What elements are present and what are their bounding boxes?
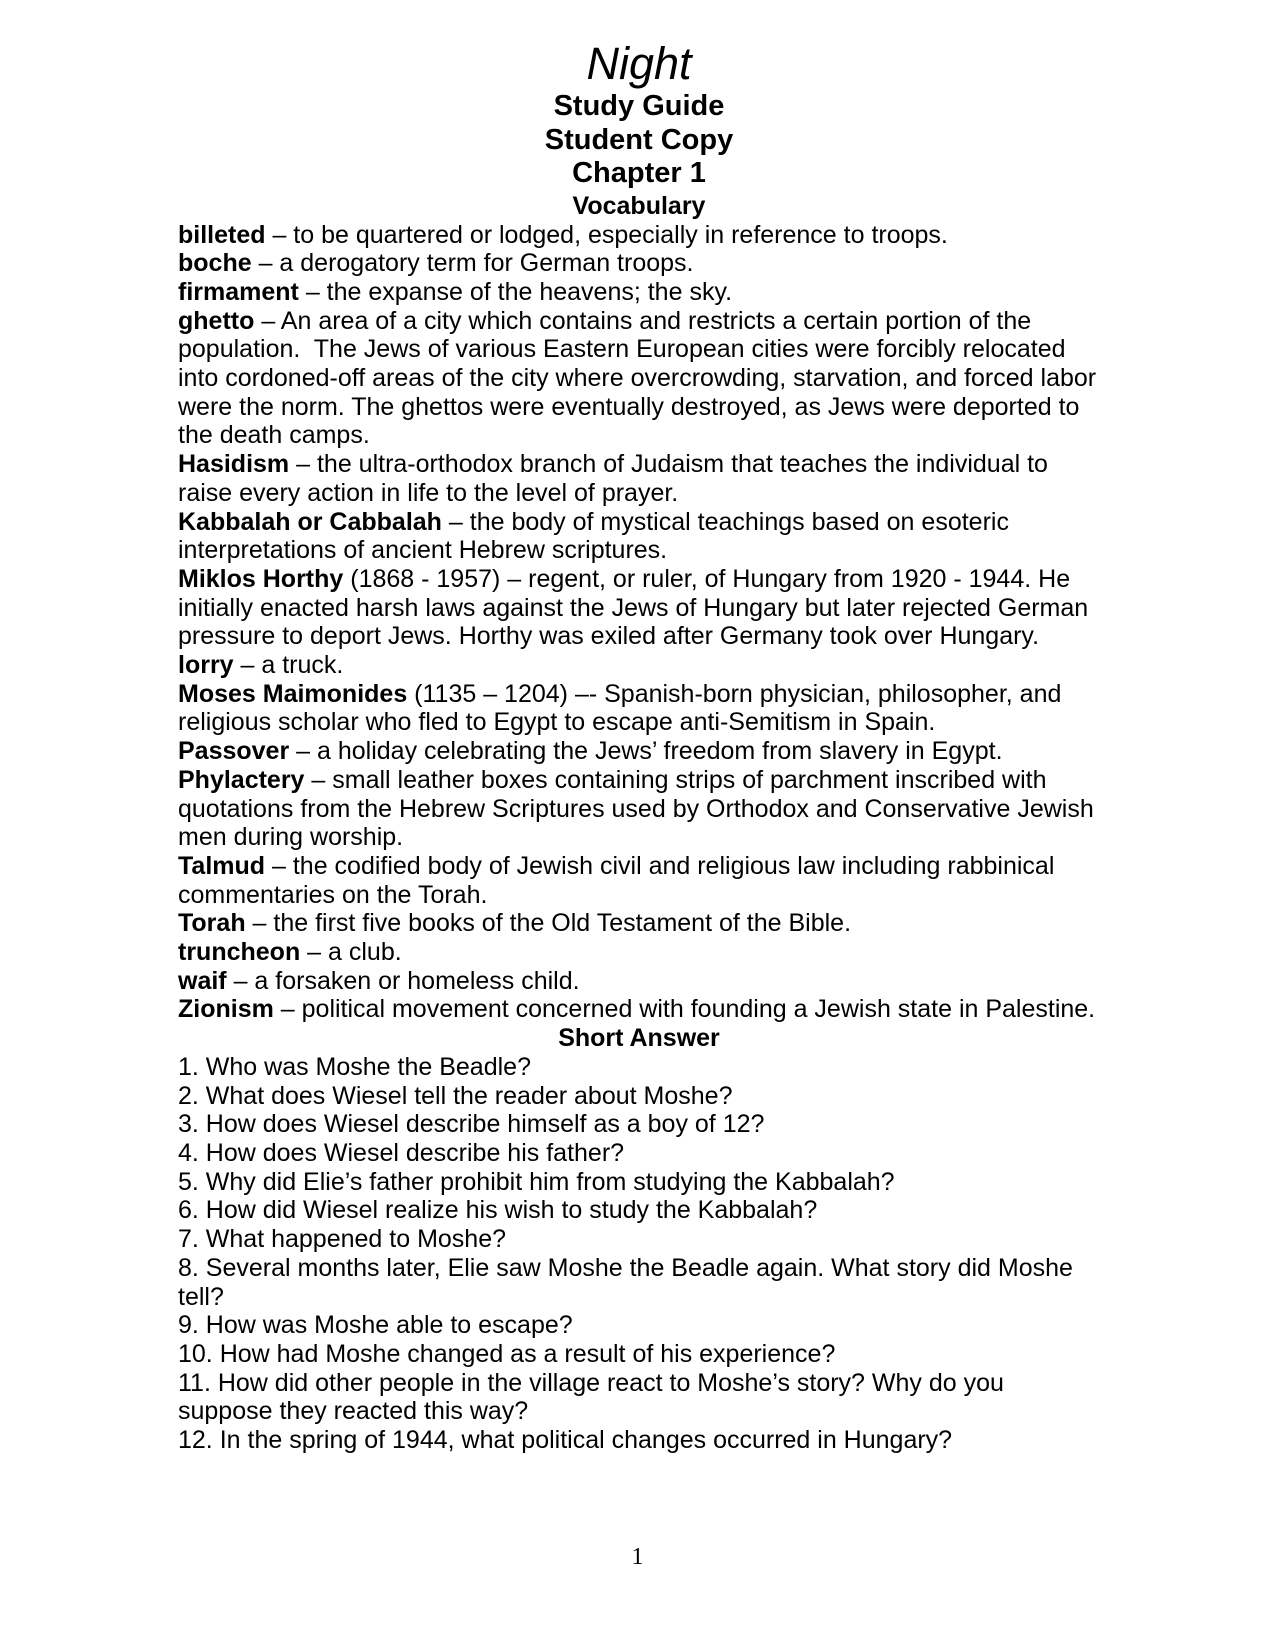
vocabulary-heading: Vocabulary (572, 191, 706, 220)
vocabulary-list (178, 220, 1104, 1025)
vocabulary-section (178, 220, 1104, 1455)
vocab-definition: – a forsaken or homeless child. (226, 966, 580, 995)
page-number: 1 (631, 1544, 644, 1570)
question-item: 10. How had Moshe changed as a result of his experience? (178, 1339, 836, 1368)
vocab-term: lorry (178, 651, 234, 680)
vocab-term: Kabbalah or Cabbalah (178, 507, 442, 536)
vocab-entry (178, 306, 1104, 451)
vocab-term: Torah (178, 909, 246, 938)
vocab-entry (178, 278, 1100, 307)
vocab-term: firmament (178, 277, 299, 306)
vocab-entry (178, 680, 1100, 737)
vocab-term: Passover (178, 737, 290, 766)
vocab-definition: – the expanse of the heavens; the sky. (298, 277, 733, 306)
question-item: 7. What happened to Moshe? (178, 1225, 507, 1254)
vocab-definition: (1135 – 1204) –- Spanish-born physician, philosopher, and religious scholar who fled to Egypt to escape anti-Semitism in Spain. (178, 679, 1069, 737)
short-answer-list (178, 1053, 1100, 1455)
subtitle-study-guide: Study Guide (553, 90, 725, 122)
title-block (178, 38, 1100, 221)
vocab-entry (178, 909, 1100, 938)
question-item: 11. How did other people in the village react to Moshe’s story? Why do you suppose they reacted this way? (178, 1368, 1011, 1426)
question-item: 6. How did Wiesel realize his wish to study the Kabbalah? (178, 1196, 818, 1225)
vocab-definition: – a derogatory term for German troops. (251, 249, 694, 278)
question-item: 5. Why did Elie’s father prohibit him from studying the Kabbalah? (178, 1167, 895, 1196)
page-content (178, 38, 1104, 1455)
vocab-term: billeted (178, 220, 266, 249)
vocab-definition: – small leather boxes containing strips of parchment inscribed with quotations from the Hebrew Scriptures used by Orthodox and Conservative Jewish men during worship. (178, 765, 1101, 852)
question-item: 1. Who was Moshe the Beadle? (178, 1052, 531, 1081)
vocab-entry (178, 737, 1100, 766)
short-answer-heading: Short Answer (558, 1024, 720, 1053)
vocab-definition: (1868 - 1957) – regent, or ruler, of Hungary from 1920 - 1944. He initially enacted harsh laws against the Jews of Hungary but later rejected German pressure to deport Jews. Horthy was exiled after Germany took over Hungary. (178, 564, 1096, 651)
vocab-entry (178, 938, 1100, 967)
vocab-term: truncheon (178, 938, 301, 967)
vocab-entry (178, 249, 1100, 278)
question-item: 9. How was Moshe able to escape? (178, 1311, 573, 1340)
vocab-entry (178, 766, 1100, 852)
vocab-entry (178, 450, 1100, 507)
vocab-term: waif (178, 966, 227, 995)
question-item: 3. How does Wiesel describe himself as a boy of 12? (178, 1110, 765, 1139)
chapter-heading: Chapter 1 (572, 157, 706, 189)
question-item: 8. Several months later, Elie saw Moshe the Beadle again. What story did Moshe tell? (178, 1253, 1080, 1311)
vocab-definition: – a holiday celebrating the Jews’ freedom from slavery in Egypt. (289, 737, 1003, 766)
vocab-definition: – to be quartered or lodged, especially in reference to troops. (265, 220, 948, 249)
vocab-entry (178, 508, 1100, 565)
vocab-entry (178, 221, 1100, 250)
vocab-term: Miklos Horthy (178, 564, 344, 593)
vocab-definition: – the codified body of Jewish civil and religious law including rabbinical commentaries on the Torah. (178, 851, 1062, 909)
vocab-entry (178, 852, 1100, 909)
vocab-definition: – the body of mystical teachings based on esoteric interpretations of ancient Hebrew scriptures. (178, 507, 1016, 565)
vocab-term: Talmud (178, 851, 266, 880)
question-item: 12. In the spring of 1944, what political changes occurred in Hungary? (178, 1426, 953, 1455)
book-title: Night (586, 38, 692, 89)
vocab-definition: – a truck. (233, 651, 344, 680)
vocab-entry (178, 565, 1100, 651)
vocab-entry (178, 651, 1100, 680)
vocab-term: Moses Maimonides (178, 679, 408, 708)
vocab-entry (178, 967, 1100, 996)
question-item: 4. How does Wiesel describe his father? (178, 1139, 625, 1167)
vocab-term: ghetto (178, 306, 255, 335)
vocab-term: Phylactery (178, 765, 305, 794)
vocab-definition: – political movement concerned with founding a Jewish state in Palestine. (273, 995, 1096, 1024)
question-item: 2. What does Wiesel tell the reader about Moshe? (178, 1081, 733, 1110)
vocab-definition: – the ultra-orthodox branch of Judaism that teaches the individual to raise every action in life to the level of prayer. (178, 450, 1055, 507)
vocab-term: Zionism (178, 995, 274, 1024)
vocab-definition: – An area of a city which contains and restricts a certain portion of the population. The Jews of various Eastern European cities were forcibly relocated into cordoned-off areas of the city where overcrowding, starvation, and forced labor were the norm. The ghettos were eventually destroyed, as Jews were deported to the death camps. (178, 306, 1104, 450)
vocab-term: boche (178, 249, 252, 278)
vocab-entry (178, 995, 1100, 1024)
vocab-definition: – a club. (300, 938, 402, 967)
subtitle-student-copy: Student Copy (544, 123, 734, 156)
vocab-definition: – the first five books of the Old Testament of the Bible. (245, 909, 852, 938)
vocab-term: Hasidism (178, 450, 290, 479)
